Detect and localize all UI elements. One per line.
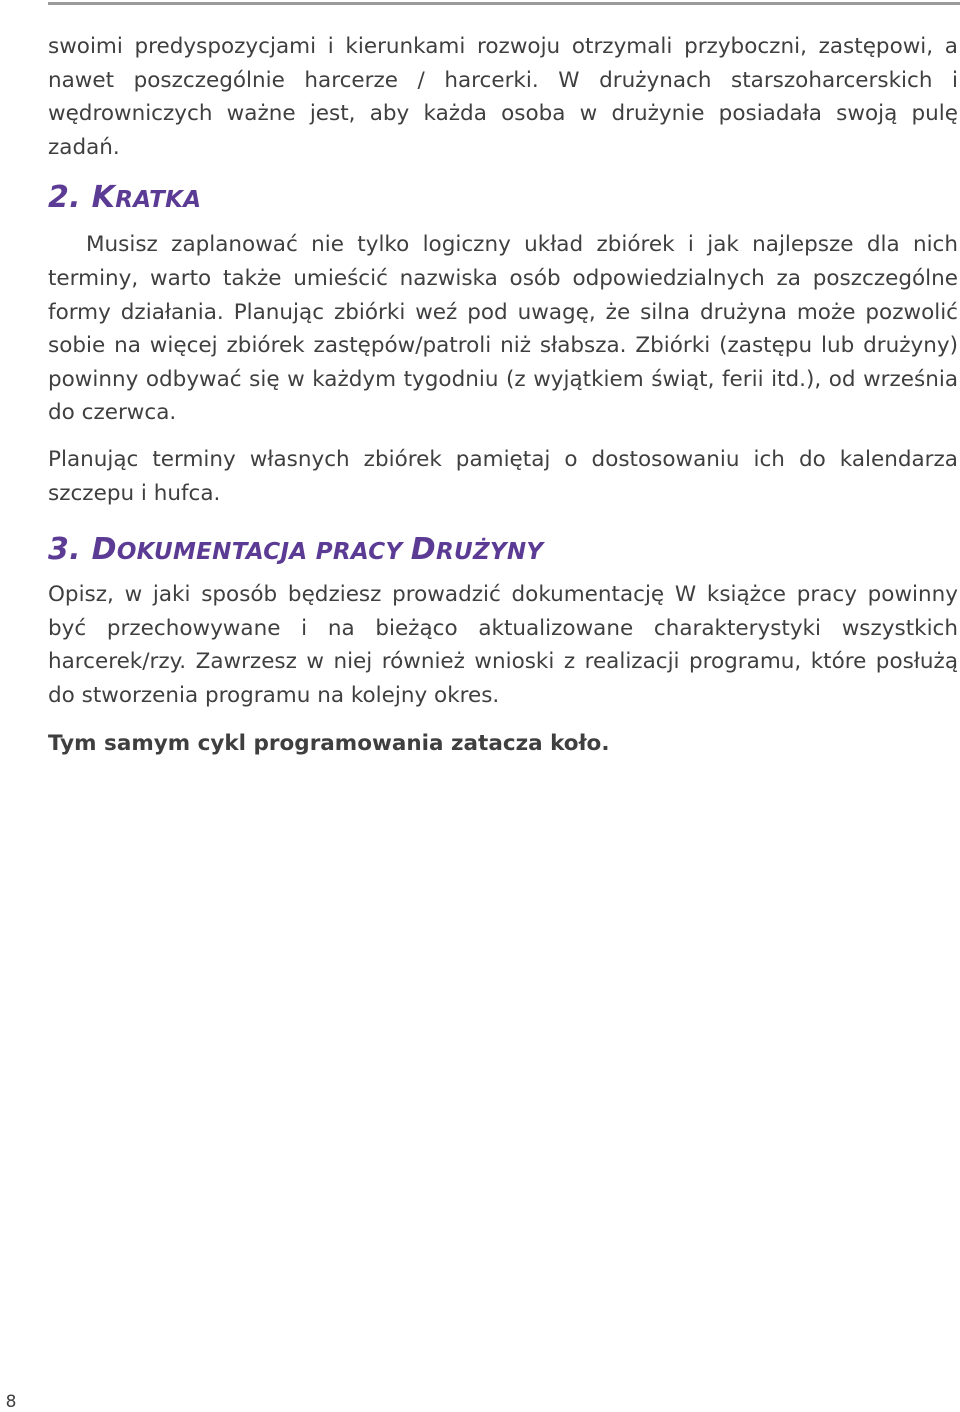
closing-statement: Tym samym cykl programowania zatacza koło. [48,730,610,756]
page-number: 8 [5,1392,17,1412]
section-2-paragraph-2: Planując terminy własnych zbiórek pamiętaj o dostosowaniu ich do kalendarza szczepu i hufca. [48,446,958,506]
top-divider [48,2,960,5]
section-2-heading [48,178,958,220]
section-3-heading-number: 3. [48,532,92,568]
section-3-heading-initial-1: D [91,532,117,568]
section-3-heading-rest-1: OKUMENTACJA PRACY [116,539,411,566]
section-2-heading-rest: RATKA [115,187,202,214]
page-content [48,30,958,760]
section-2-heading-initial: K [91,180,116,216]
intro-paragraph: swoimi predyspozycjami i kierunkami rozwoju otrzymali przyboczni, zastępowi, a nawet poszczególnie harcerze / harcerki. W drużynach starszoharcerskich i wędrowniczych ważne jest, aby każda osoba w drużynie posiadała swoją pulę zadań. [48,34,958,160]
section-2-paragraph-1: Musisz zaplanować nie tylko logiczny układ zbiórek i jak najlepsze dla nich terminy, warto także umieścić nazwiska osób odpowiedzialnych za poszczególne formy działania. Planując zbiórki weź pod uwagę, że silna drużyna może pozwolić sobie na więcej zbiórek zastępów/patroli niż słabsza. Zbiórki (zastępu lub drużyny) powinny odbywać się w każdym tygodniu (z wyjątkiem świąt, ferii itd.), od września do czerwca. [48,232,958,426]
section-3-heading-initial-2: D [410,532,436,568]
section-3-heading [48,530,958,572]
section-2-heading-number: 2. [48,180,92,216]
section-3-heading-rest-2: RUŻYNY [435,539,544,566]
section-3-paragraph-1: Opisz, w jaki sposób będziesz prowadzić dokumentację W książce pracy powinny być przechowywane i na bieżąco aktualizowane charakterystyki wszystkich harcerek/rzy. Zawrzesz w niej również wnioski z realizacji programu, które posłużą do stworzenia programu na kolejny okres. [48,582,958,708]
